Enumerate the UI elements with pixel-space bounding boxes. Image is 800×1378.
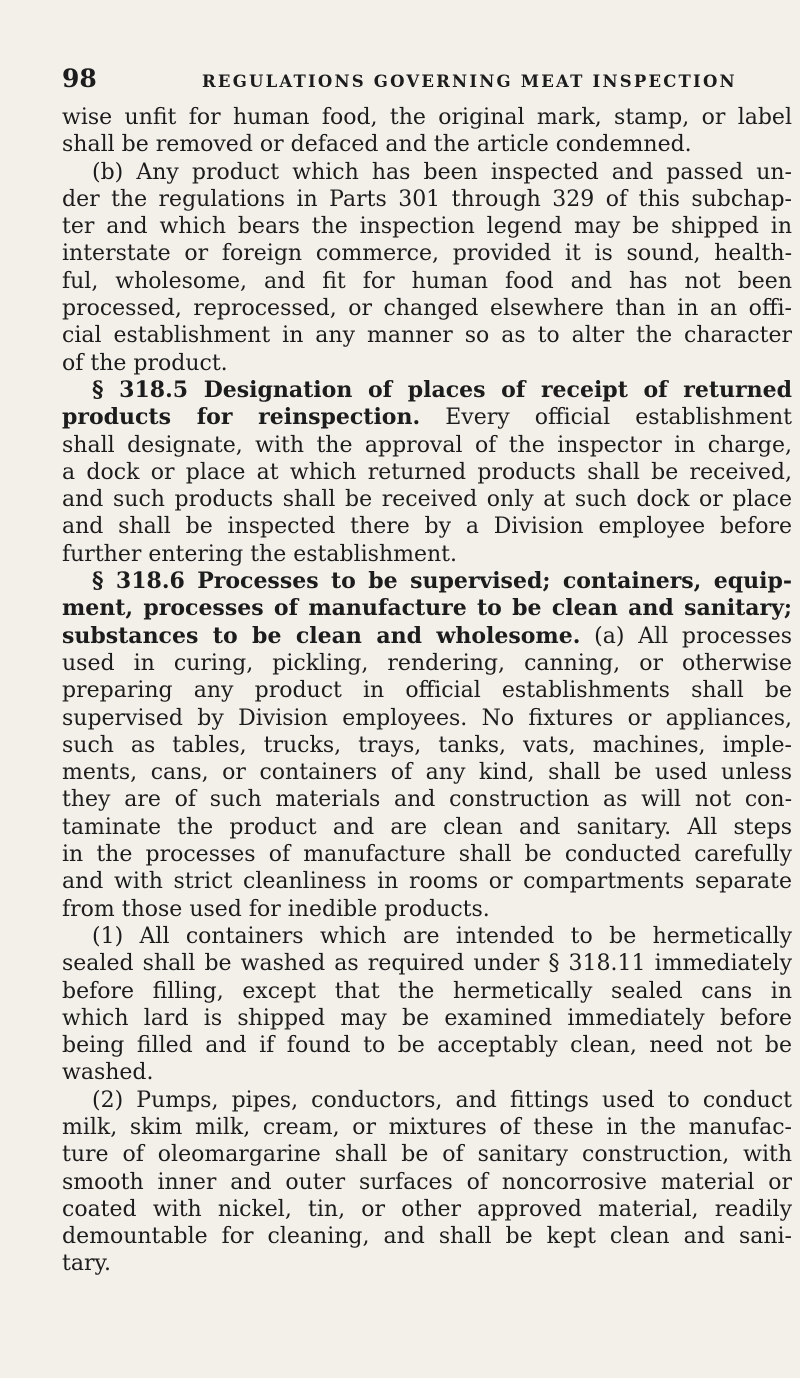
line-text: sealed shall be washed as required under § 318.11 immediately [62, 951, 792, 977]
line-text: (1) All containers which are intended to be hermetically [92, 923, 792, 949]
line-text: washed. [62, 1060, 154, 1086]
text-line [62, 923, 792, 950]
line-text: processed, reprocessed, or changed elsewhere than in an offi- [62, 296, 792, 322]
line-text: before filling, except that the hermetically sealed cans in [62, 978, 792, 1004]
text-line [62, 814, 792, 841]
text-line [62, 295, 792, 322]
text-line [62, 350, 792, 377]
text-line [62, 705, 792, 732]
text-line [62, 322, 792, 349]
text-line [62, 568, 792, 595]
line-text: further entering the establishment. [62, 541, 458, 567]
line-text: interstate or foreign commerce, provided it is sound, health- [62, 241, 792, 267]
page-number: 98 [62, 64, 97, 93]
text-line [62, 1196, 792, 1223]
text-line [62, 1223, 792, 1250]
line-text: they are of such materials and construction as will not con- [62, 787, 792, 813]
text-line [62, 513, 792, 540]
section-heading: products for reinspection. [62, 404, 421, 431]
line-text: tary. [62, 1251, 111, 1277]
line-text: coated with nickel, tin, or other approved material, readily [62, 1196, 792, 1222]
text-line [62, 677, 792, 704]
running-header [62, 64, 760, 94]
text-line [62, 240, 792, 267]
text-line [62, 1059, 792, 1086]
line-text: used in curing, pickling, rendering, canning, or otherwise [62, 650, 792, 676]
text-line [62, 131, 792, 158]
text-line [62, 868, 792, 895]
section-heading: substances to be clean and wholesome. [62, 622, 581, 649]
line-text: of the product. [62, 350, 228, 376]
line-text: and shall be inspected there by a Division employee before [62, 514, 792, 540]
line-text: cial establishment in any manner so as to alter the character [62, 323, 792, 349]
line-text: which lard is shipped may be examined immediately before [62, 1005, 792, 1031]
line-text: (b) Any product which has been inspected and passed un- [92, 159, 792, 185]
line-text: wise unfit for human food, the original mark, stamp, or label [62, 105, 792, 130]
line-text: in the processes of manufacture shall be conducted carefully [62, 842, 792, 868]
line-text: taminate the product and are clean and sanitary. All steps [62, 814, 792, 840]
text-line [62, 595, 792, 622]
text-line [62, 213, 792, 240]
line-text: being filled and if found to be acceptably clean, need not be [62, 1033, 792, 1059]
line-text: from those used for inedible products. [62, 896, 490, 922]
line-text: shall designate, with the approval of the inspector in charge, [62, 432, 792, 458]
text-line [62, 404, 792, 431]
running-title: REGULATIONS GOVERNING MEAT INSPECTION [202, 72, 737, 91]
line-text: ter and which bears the inspection legend may be shipped in [62, 214, 792, 240]
text-line [62, 978, 792, 1005]
text-line [62, 732, 792, 759]
line-text: milk, skim milk, cream, or mixtures of these in the manufac- [62, 1114, 792, 1140]
text-line [62, 896, 792, 923]
text-line [62, 623, 792, 650]
text-line [62, 650, 792, 677]
text-line [62, 1250, 792, 1277]
text-line [62, 1141, 792, 1168]
line-text: supervised by Division employees. No fixtures or appliances, [62, 705, 792, 731]
text-line [62, 268, 792, 295]
line-text: shall be removed or defaced and the article condemned. [62, 132, 692, 158]
line-text: smooth inner and outer surfaces of noncorrosive material or [62, 1169, 792, 1195]
text-line [62, 186, 792, 213]
line-text: (a) All processes [580, 623, 792, 649]
line-text: ful, wholesome, and fit for human food and has not been [62, 268, 792, 294]
text-line [62, 541, 792, 568]
line-text: preparing any product in official establishments shall be [62, 678, 792, 704]
line-text: ture of oleomargarine shall be of sanitary construction, with [62, 1142, 792, 1168]
line-text: such as tables, trucks, trays, tanks, vats, machines, imple- [62, 732, 792, 758]
text-line [62, 1005, 792, 1032]
line-text: ments, cans, or containers of any kind, shall be used unless [62, 760, 792, 786]
line-text: der the regulations in Parts 301 through 329 of this subchap- [62, 186, 792, 212]
section-heading: ment, processes of manufacture to be clean and sanitary; [62, 595, 792, 622]
section-heading: § 318.5 Designation of places of receipt of returned [92, 376, 792, 403]
line-text: (2) Pumps, pipes, conductors, and fittings used to conduct [92, 1087, 792, 1113]
line-text: a dock or place at which returned products shall be received, [62, 459, 792, 485]
line-text: Every official establishment [420, 405, 792, 431]
text-line [62, 432, 792, 459]
text-line [62, 459, 792, 486]
text-line [62, 1169, 792, 1196]
body-text [62, 104, 792, 1278]
text-line [62, 377, 792, 404]
line-text: demountable for cleaning, and shall be kept clean and sani- [62, 1224, 792, 1250]
line-text: and with strict cleanliness in rooms or compartments separate [62, 869, 792, 895]
text-line [62, 1087, 792, 1114]
text-line [62, 486, 792, 513]
text-line [62, 759, 792, 786]
text-line [62, 1114, 792, 1141]
text-line [62, 159, 792, 186]
text-line [62, 950, 792, 977]
text-line [62, 841, 792, 868]
section-heading: § 318.6 Processes to be supervised; containers, equip- [92, 568, 792, 595]
line-text: and such products shall be received only at such dock or place [62, 487, 792, 513]
text-line [62, 786, 792, 813]
text-line [62, 104, 792, 131]
text-line [62, 1032, 792, 1059]
